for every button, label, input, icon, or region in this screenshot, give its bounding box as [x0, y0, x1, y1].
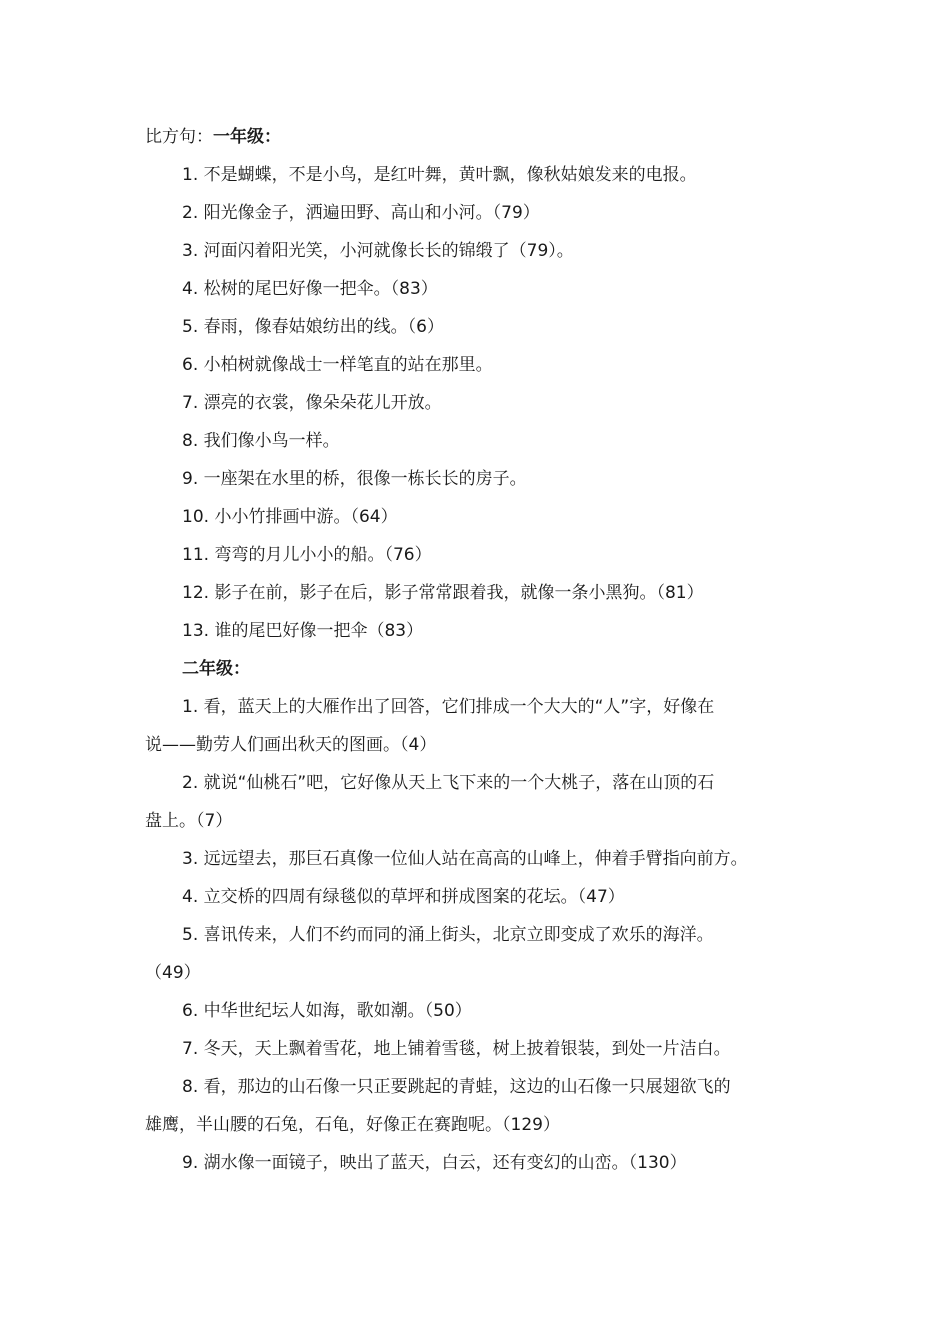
list-line-continuation: （49） — [145, 963, 201, 983]
list-item: 4. 松树的尾巴好像一把伞。（83） — [182, 279, 438, 299]
list-item: 13. 谁的尾巴好像一把伞（83） — [182, 621, 424, 641]
list-item: 6. 小柏树就像战士一样笔直的站在那里。 — [182, 355, 493, 375]
list-item: 8. 我们像小鸟一样。 — [182, 431, 340, 451]
list-line: 6. 中华世纪坛人如海，歌如潮。（50） — [182, 1001, 472, 1021]
intro-label: 比方句： — [145, 127, 213, 147]
grade1-heading: 一年级： — [213, 127, 281, 147]
list-line: 7. 冬天，天上飘着雪花，地上铺着雪毯，树上披着银装，到处一片洁白。 — [182, 1039, 731, 1059]
list-line: 4. 立交桥的四周有绿毯似的草坪和拼成图案的花坛。（47） — [182, 887, 625, 907]
list-item: 11. 弯弯的月儿小小的船。（76） — [182, 545, 432, 565]
list-line-continuation: 说——勤劳人们画出秋天的图画。（4） — [145, 735, 437, 755]
document-body — [145, 118, 815, 1182]
list-line: 8. 看，那边的山石像一只正要跳起的青蛙，这边的山石像一只展翅欲飞的 — [182, 1077, 731, 1097]
intro-line — [145, 118, 815, 156]
list-line: 1. 看，蓝天上的大雁作出了回答，它们排成一个大大的“人”字，好像在 — [182, 697, 715, 717]
list-line: 9. 湖水像一面镜子，映出了蓝天，白云，还有变幻的山峦。（130） — [182, 1153, 687, 1173]
list-item: 2. 阳光像金子，洒遍田野、高山和小河。（79） — [182, 203, 540, 223]
list-line-continuation: 盘上。（7） — [145, 811, 233, 831]
list-line: 2. 就说“仙桃石”吧，它好像从天上飞下来的一个大桃子，落在山顶的石 — [182, 773, 715, 793]
grade2-heading: 二年级： — [182, 659, 250, 679]
list-item: 3. 河面闪着阳光笑，小河就像长长的锦缎了（79）。 — [182, 241, 574, 261]
list-item: 5. 春雨，像春姑娘纺出的线。（6） — [182, 317, 444, 337]
list-item: 7. 漂亮的衣裳，像朵朵花儿开放。 — [182, 393, 442, 413]
list-item: 1. 不是蝴蝶，不是小鸟，是红叶舞，黄叶飘，像秋姑娘发来的电报。 — [182, 165, 697, 185]
list-line: 5. 喜讯传来，人们不约而同的涌上街头，北京立即变成了欢乐的海洋。 — [182, 925, 714, 945]
list-line-continuation: 雄鹰，半山腰的石兔，石龟，好像正在赛跑呢。（129） — [145, 1115, 560, 1135]
list-line: 3. 远远望去，那巨石真像一位仙人站在高高的山峰上，伸着手臂指向前方。 — [182, 849, 748, 869]
list-item: 10. 小小竹排画中游。（64） — [182, 507, 398, 527]
list-item: 12. 影子在前，影子在后，影子常常跟着我，就像一条小黑狗。（81） — [182, 583, 704, 603]
list-item: 9. 一座架在水里的桥，很像一栋长长的房子。 — [182, 469, 527, 489]
